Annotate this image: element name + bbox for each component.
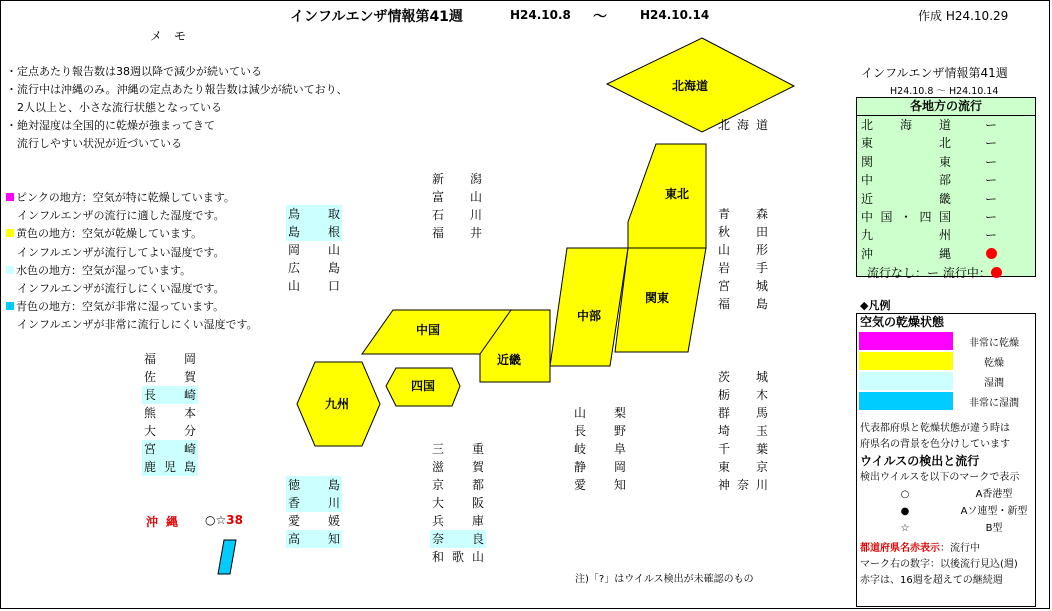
- prefecture-char: 山: [327, 243, 340, 257]
- prefecture-char: 三: [432, 442, 445, 456]
- prefecture-char: 島: [327, 478, 340, 492]
- prefecture-char: 岡: [183, 352, 196, 366]
- prefecture-name: [286, 530, 342, 548]
- virus-mark-row: [857, 486, 1035, 503]
- status-row: [857, 153, 1035, 171]
- prefecture-name: [430, 476, 486, 494]
- prefecture-group-kinki: [430, 440, 486, 566]
- prefecture-char: 京: [755, 460, 768, 474]
- prefecture-char: 木: [755, 388, 768, 402]
- prefecture-name: [286, 205, 342, 223]
- prefecture-name: [572, 422, 628, 440]
- prefecture-char: 城: [755, 279, 768, 293]
- prefecture-char: 岡: [288, 243, 301, 257]
- status-region-char: 九: [861, 228, 874, 243]
- prefecture-name: [142, 458, 198, 476]
- prefecture-char: 茨: [718, 370, 731, 384]
- status-row: [857, 226, 1035, 244]
- legend-text: 府県名の背景を色分けしています: [860, 439, 1010, 450]
- status-region-char: 北: [861, 118, 874, 132]
- legend-swatch: [859, 352, 953, 370]
- prefecture-char: 石: [432, 208, 445, 222]
- prefecture-char: 野: [613, 424, 626, 438]
- mark-number-note: マーク右の数字：以後流行見込(週): [860, 559, 1018, 570]
- status-region-name: [861, 226, 971, 244]
- prefecture-name: [716, 458, 770, 476]
- prefecture-char: 岡: [613, 460, 626, 474]
- status-value: ー: [984, 228, 997, 243]
- prefecture-char: 福: [718, 297, 731, 311]
- humidity-note-text: インフルエンザが流行してよい湿度です。: [6, 245, 225, 259]
- prefecture-char: 庫: [471, 514, 484, 528]
- memo-line: ・流行中は沖縄のみ。沖縄の定点あたり報告数は減少が続いており、: [6, 83, 348, 96]
- humidity-note-text: 黄色の地方：空気が乾燥しています。: [16, 227, 203, 241]
- legend-heading: ◆凡例: [860, 299, 891, 312]
- prefecture-char: 東: [718, 460, 731, 474]
- prefecture-name: [716, 295, 770, 313]
- prefecture-char: 佐: [144, 370, 157, 384]
- status-region-char: 関: [861, 154, 874, 169]
- status-region-char: 東: [861, 136, 874, 151]
- legend-label: 乾燥: [984, 357, 1004, 369]
- prefecture-char: 道: [755, 118, 768, 132]
- status-row: [857, 116, 1035, 134]
- status-row: [857, 245, 1035, 263]
- status-region-char: 中: [861, 173, 874, 188]
- humidity-note-text: 青色の地方：空気が非常に湿っています。: [16, 300, 225, 314]
- status-value: [971, 245, 1011, 263]
- prefecture-name: [286, 512, 342, 530]
- status-region-name: [861, 134, 971, 152]
- virus-mark-label: B型: [985, 523, 1003, 534]
- status-value: ー: [984, 118, 997, 132]
- prefecture-name: [286, 259, 342, 277]
- prefecture-name: [716, 223, 770, 241]
- prefecture-char: 愛: [288, 514, 301, 528]
- status-row: [857, 134, 1035, 152]
- status-value: ー: [984, 136, 997, 151]
- status-region-char: 国: [938, 209, 951, 224]
- red-display-suffix: ：流行中: [940, 543, 980, 554]
- memo-line: 流行しやすい状況が近づいている: [6, 137, 182, 150]
- memo-heading: メモ: [150, 29, 199, 43]
- prefecture-name: [716, 440, 770, 458]
- prefecture-name: [716, 404, 770, 422]
- prefecture-char: 山: [574, 406, 587, 420]
- okinawa-marks: ○☆: [205, 513, 227, 527]
- status-none-label: 流行なし：ー: [867, 266, 940, 281]
- prefecture-name: [716, 476, 770, 494]
- region-label-shikoku: 四国: [410, 379, 436, 393]
- prefecture-char: 根: [327, 225, 340, 239]
- status-active-label: 流行中：: [942, 266, 991, 281]
- status-region-char: 畿: [938, 191, 951, 206]
- prefecture-char: 田: [755, 225, 768, 239]
- virus-text: 検出ウイルスを以下のマークで表示: [860, 472, 1020, 483]
- okinawa-weeks: 38: [226, 513, 243, 527]
- virus-mark-row: [857, 503, 1035, 520]
- prefecture-name: [142, 422, 198, 440]
- legend-row: [857, 371, 1035, 391]
- prefecture-char: 川: [327, 496, 340, 510]
- memo-line: 2人以上と、小さな流行状態となっている: [6, 101, 222, 114]
- prefecture-char: 福: [432, 226, 445, 240]
- status-region-char: 東: [938, 154, 951, 169]
- prefecture-char: 都: [471, 478, 484, 492]
- prefecture-char: 島: [327, 261, 340, 275]
- prefecture-group-chugoku: [286, 205, 342, 295]
- status-value: ー: [984, 191, 997, 206]
- prefecture-group-tohoku: [716, 205, 770, 313]
- panel-title: インフルエンザ情報第41週: [861, 66, 1008, 80]
- status-title: 各地方の流行: [857, 98, 1035, 116]
- prefecture-char: 兵: [432, 514, 445, 528]
- prefecture-group-chubu: [572, 404, 628, 494]
- prefecture-name: [572, 440, 628, 458]
- prefecture-char: 取: [327, 207, 340, 221]
- prefecture-name: [286, 241, 342, 259]
- status-region-char: 海: [899, 118, 912, 132]
- prefecture-name: [286, 277, 342, 295]
- page-title: インフルエンザ情報第41週: [290, 9, 463, 25]
- status-row: [857, 190, 1035, 208]
- okinawa-label: 沖縄: [146, 515, 187, 529]
- legend-label: 非常に湿潤: [969, 397, 1019, 409]
- prefecture-char: 玉: [755, 424, 768, 438]
- prefecture-char: 広: [288, 261, 301, 275]
- legend-title: 空気の乾燥状態: [860, 315, 945, 329]
- prefecture-name: [142, 350, 198, 368]
- prefecture-char: 崎: [183, 442, 196, 456]
- prefecture-char: 大: [144, 424, 157, 438]
- created-date: 作成 H24.10.29: [918, 9, 1009, 23]
- prefecture-char: 岩: [718, 261, 731, 275]
- prefecture-char: 長: [574, 424, 587, 438]
- region-label-hokkaido: 北海道: [671, 79, 709, 93]
- prefecture-group-kyushu: [142, 350, 198, 476]
- status-region-name: [861, 208, 971, 226]
- prefecture-char: 岐: [574, 442, 587, 456]
- prefecture-char: 川: [755, 478, 768, 492]
- prefecture-char: 愛: [574, 478, 587, 492]
- prefecture-name: [430, 440, 486, 458]
- prefecture-name: [572, 404, 628, 422]
- prefecture-char: 山: [471, 550, 484, 564]
- humidity-note-text: インフルエンザの流行に適した湿度です。: [6, 209, 225, 223]
- prefecture-char: 群: [718, 406, 731, 420]
- prefecture-char: 長: [144, 388, 157, 402]
- legend-swatch: [859, 332, 953, 350]
- virus-mark-label: Aソ連型・新型: [960, 506, 1028, 517]
- prefecture-name: [430, 458, 486, 476]
- prefecture-char: 海: [736, 118, 749, 132]
- status-region-char: 中: [861, 209, 874, 224]
- date-separator: 〜: [593, 9, 607, 25]
- prefecture-name: [430, 512, 486, 530]
- humidity-note-text: ピンクの地方：空気が特に乾燥しています。: [16, 191, 235, 204]
- legend-rows: [857, 331, 1035, 411]
- prefecture-char: 形: [755, 243, 768, 257]
- prefecture-name: [430, 206, 484, 224]
- prefecture-char: 宮: [718, 279, 731, 293]
- epidemic-dot-icon: [986, 248, 997, 259]
- prefecture-char: 島: [288, 225, 301, 239]
- prefecture-char: 山: [288, 279, 301, 293]
- prefecture-char: 高: [288, 532, 301, 546]
- prefecture-name: [716, 205, 770, 223]
- prefecture-name: [572, 476, 628, 494]
- prefecture-char: 青: [718, 207, 731, 221]
- prefecture-char: 山: [469, 190, 482, 204]
- prefecture-char: 潟: [469, 172, 482, 186]
- region-label-chubu: 中部: [576, 309, 602, 323]
- prefecture-char: 島: [755, 297, 768, 311]
- virus-marks: [857, 486, 1035, 537]
- prefecture-char: 阜: [613, 442, 626, 456]
- prefecture-name: [286, 476, 342, 494]
- date-from: H24.10.8: [510, 8, 571, 22]
- prefecture-char: 賀: [471, 460, 484, 474]
- region-label-kanto: 関東: [644, 291, 670, 305]
- prefecture-char: 阪: [471, 496, 484, 510]
- prefecture-char: 新: [432, 172, 445, 186]
- legend-swatch: [859, 392, 953, 410]
- prefecture-char: 馬: [755, 406, 768, 420]
- virus-mark-label: A香港型: [975, 489, 1013, 500]
- humidity-note-text: 水色の地方：空気が湿っています。: [16, 263, 192, 277]
- prefecture-char: 山: [718, 243, 731, 257]
- status-value: ー: [984, 154, 997, 169]
- prefecture-name: [430, 530, 486, 548]
- virus-mark-icon: ☆: [900, 523, 910, 534]
- status-footer: [857, 263, 1035, 283]
- legend-row: [857, 331, 1035, 351]
- prefecture-char: 宮: [144, 442, 157, 456]
- prefecture-char: 手: [755, 261, 768, 275]
- prefecture-char: 福: [144, 352, 157, 366]
- prefecture-char: 重: [471, 442, 484, 456]
- legend-swatch: [859, 372, 953, 390]
- prefecture-name: [430, 548, 486, 566]
- prefecture-name: [716, 422, 770, 440]
- virus-mark-row: [857, 520, 1035, 537]
- region-status-box: [856, 97, 1036, 281]
- continue-note: 赤字は、16週を超えての継続週: [860, 575, 1003, 586]
- prefecture-char: 本: [183, 406, 196, 420]
- prefecture-group-shikoku: [286, 476, 342, 548]
- prefecture-name: [142, 404, 198, 422]
- prefecture-name: [430, 170, 484, 188]
- prefecture-name: [430, 494, 486, 512]
- prefecture-char: 城: [755, 370, 768, 384]
- prefecture-name: [716, 259, 770, 277]
- prefecture-char: 北: [718, 118, 731, 132]
- legend-box: [856, 313, 1036, 607]
- prefecture-group-hokuriku: [430, 170, 484, 242]
- virus-mark-icon: ●: [900, 506, 910, 517]
- prefecture-char: 賀: [183, 370, 196, 384]
- status-region-char: 縄: [938, 246, 951, 261]
- status-region-char: 北: [938, 136, 951, 151]
- panel-dates: H24.10.8 〜 H24.10.14: [890, 86, 999, 97]
- status-region-name: [861, 153, 971, 171]
- prefecture-char: 徳: [288, 478, 301, 492]
- status-region-char: 近: [861, 191, 874, 206]
- prefecture-char: 崎: [183, 388, 196, 402]
- prefecture-char: 神: [718, 478, 731, 492]
- prefecture-char: 良: [471, 532, 484, 546]
- region-label-kyushu: 九州: [324, 397, 350, 411]
- status-region-name: [861, 116, 971, 134]
- prefecture-char: 知: [613, 478, 626, 492]
- prefecture-char: 葉: [755, 442, 768, 456]
- legend-row: [857, 391, 1035, 411]
- status-region-char: ・: [899, 209, 912, 224]
- region-shape-okinawa: [218, 540, 236, 574]
- region-label-chugoku: 中国: [415, 323, 441, 337]
- status-region-name: [861, 190, 971, 208]
- prefecture-char: 鹿: [144, 460, 157, 474]
- prefecture-name: [716, 386, 770, 404]
- prefecture-name: [142, 386, 198, 404]
- virus-title: ウイルスの検出と流行: [860, 454, 980, 468]
- prefecture-name: [716, 241, 770, 259]
- legend-row: [857, 351, 1035, 371]
- region-label-tohoku: 東北: [664, 187, 690, 201]
- epidemic-dot-icon: [991, 267, 1002, 278]
- prefecture-char: 奈: [432, 532, 445, 546]
- prefecture-char: 和: [432, 550, 445, 564]
- legend-label: 非常に乾燥: [969, 337, 1019, 349]
- status-rows: [857, 116, 1035, 263]
- memo-line: ・定点あたり報告数は38週以降で減少が続いている: [6, 65, 262, 78]
- prefecture-name: [142, 368, 198, 386]
- prefecture-char: 埼: [718, 424, 731, 438]
- status-region-name: [861, 245, 971, 263]
- virus-mark-icon: ○: [900, 489, 910, 500]
- prefecture-char: 秋: [718, 225, 731, 239]
- legend-label: 湿潤: [984, 377, 1004, 389]
- prefecture-name: [142, 440, 198, 458]
- prefecture-char: 川: [469, 208, 482, 222]
- status-region-char: 国: [880, 209, 893, 224]
- region-label-kinki: 近畿: [496, 353, 522, 367]
- status-row: [857, 208, 1035, 226]
- prefecture-char: 島: [183, 460, 196, 474]
- prefecture-name: [286, 223, 342, 241]
- prefecture-char: 熊: [144, 406, 157, 420]
- status-region-char: 沖: [861, 246, 874, 261]
- prefecture-char: 森: [755, 207, 768, 221]
- prefecture-char: 歌: [451, 550, 464, 564]
- okinawa-virus-marks: [205, 513, 243, 527]
- prefecture-char: 口: [327, 279, 340, 293]
- prefecture-name: [716, 277, 770, 295]
- status-row: [857, 171, 1035, 189]
- prefecture-char: 児: [163, 460, 176, 474]
- prefecture-char: 大: [432, 496, 445, 510]
- prefecture-group-kanto: [716, 368, 770, 494]
- prefecture-char: 井: [469, 226, 482, 240]
- prefecture-char: 静: [574, 460, 587, 474]
- prefecture-name: [286, 494, 342, 512]
- status-region-char: 州: [938, 228, 951, 243]
- red-display-label: 都道府県名赤表示: [860, 543, 940, 554]
- prefecture-char: 滋: [432, 460, 445, 474]
- prefecture-char: 知: [327, 532, 340, 546]
- status-value: ー: [984, 173, 997, 188]
- prefecture-name: [430, 188, 484, 206]
- prefecture-name: [572, 458, 628, 476]
- status-region-char: 四: [919, 209, 932, 224]
- prefecture-char: 栃: [718, 388, 731, 402]
- status-region-char: 部: [938, 173, 951, 188]
- status-region-char: 道: [938, 118, 951, 132]
- prefecture-name: [716, 368, 770, 386]
- prefecture-group-hokkaido: [716, 116, 770, 134]
- prefecture-char: 千: [718, 442, 731, 456]
- prefecture-char: 京: [432, 478, 445, 492]
- humidity-note-text: インフルエンザが非常に流行しにくい湿度です。: [6, 318, 258, 332]
- date-to: H24.10.14: [640, 8, 710, 22]
- prefecture-char: 香: [288, 496, 301, 510]
- prefecture-char: 梨: [613, 406, 626, 420]
- prefecture-char: 富: [432, 190, 445, 204]
- prefecture-char: 媛: [327, 514, 340, 528]
- legend-text: 代表都府県と乾燥状態が違う時は: [860, 423, 1010, 434]
- prefecture-name: [716, 116, 770, 134]
- humidity-note-text: インフルエンザが流行しにくい湿度です。: [6, 282, 225, 296]
- prefecture-char: 鳥: [288, 207, 301, 221]
- prefecture-name: [430, 224, 484, 242]
- virus-note: 注)「?」はウイルス検出が未確認のもの: [575, 574, 754, 585]
- status-value: ー: [984, 209, 997, 224]
- status-region-name: [861, 171, 971, 189]
- prefecture-char: 奈: [736, 478, 749, 492]
- memo-line: ・絶対湿度は全国的に乾燥が強まってきて: [6, 119, 215, 132]
- red-display-note: [857, 541, 1035, 557]
- prefecture-char: 分: [183, 424, 196, 438]
